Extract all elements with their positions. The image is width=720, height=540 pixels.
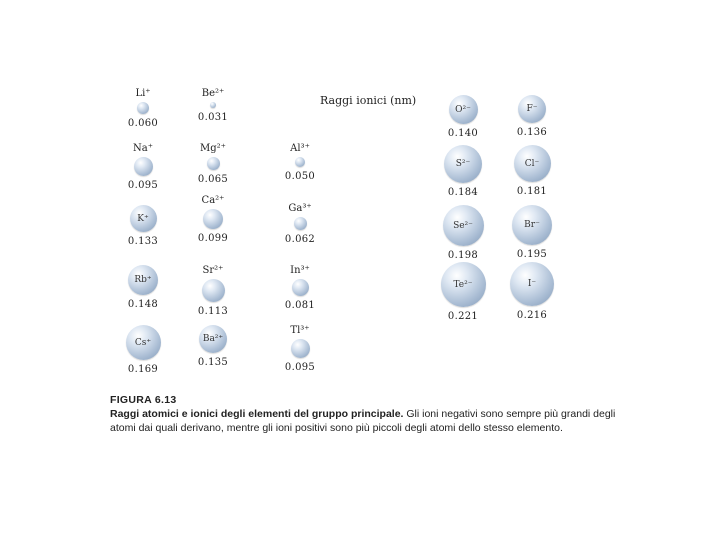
ion-symbol: Ba²⁺ — [202, 334, 224, 344]
ion-radius-value: 0.081 — [284, 300, 316, 311]
ion-sphere — [207, 157, 220, 170]
ion-radius-value: 0.060 — [127, 118, 159, 129]
ion-radius-value: 0.195 — [516, 249, 548, 260]
ion-symbol: Cs⁺ — [134, 337, 152, 348]
ion-symbol: Te²⁻ — [453, 279, 473, 290]
caption-bold: Raggi atomici e ionici degli elementi del gruppo principale. — [110, 408, 404, 420]
ion-radius-value: 0.169 — [127, 364, 159, 375]
ion-sphere — [137, 102, 149, 114]
ion-radius-value: 0.133 — [127, 236, 159, 247]
ion-symbol: O²⁻ — [455, 104, 471, 115]
ion-sphere — [134, 157, 153, 176]
ion-sphere — [291, 339, 310, 358]
caption-number: FIGURA 6.13 — [110, 394, 177, 406]
ion-radius-value: 0.099 — [197, 233, 229, 244]
figure-caption — [110, 393, 620, 435]
ion-radius-value: 0.062 — [284, 234, 316, 245]
ion-radius-value: 0.136 — [516, 127, 548, 138]
ion-sphere — [294, 217, 307, 230]
ion-radius-value: 0.135 — [197, 357, 229, 368]
caption-text: Gli ioni negativi sono sempre più grandi degli atomi dai quali derivano, mentre gli ioni positivi sono più piccoli degli atomi dello stesso elemento. — [110, 408, 616, 434]
ion-radius-value: 0.184 — [447, 187, 479, 198]
figure-title: Raggi ionici (nm) — [320, 94, 417, 107]
ion-radius-value: 0.031 — [197, 112, 229, 123]
ion-symbol: F⁻ — [526, 104, 538, 114]
ion-i — [502, 262, 562, 342]
ion-symbol: Cl⁻ — [524, 158, 540, 169]
ion-sphere — [202, 279, 225, 302]
ion-radius-value: 0.050 — [284, 171, 316, 182]
ion-sphere — [210, 102, 216, 108]
ion-symbol: I⁻ — [527, 279, 537, 289]
ion-sphere — [203, 209, 223, 229]
ion-symbol: K⁺ — [137, 213, 149, 224]
ion-symbol: Sr²⁺ — [202, 265, 224, 276]
ion-symbol: Ga³⁺ — [288, 203, 312, 214]
ion-symbol: S²⁻ — [455, 159, 471, 169]
ion-radius-value: 0.148 — [127, 299, 159, 310]
ion-te — [433, 262, 493, 342]
ion-radius-value: 0.140 — [447, 128, 479, 139]
ion-symbol: Li⁺ — [135, 88, 151, 99]
ion-radius-value: 0.216 — [516, 310, 548, 321]
ion-symbol: Br⁻ — [524, 220, 540, 230]
ion-radius-value: 0.095 — [284, 362, 316, 373]
ion-symbol: Mg²⁺ — [200, 143, 226, 154]
ion-radius-value: 0.198 — [447, 250, 479, 261]
ion-radius-value: 0.065 — [197, 174, 229, 185]
ion-symbol: Se²⁻ — [453, 220, 473, 231]
ion-sphere — [292, 279, 309, 296]
ion-symbol: Be²⁺ — [201, 88, 225, 99]
ion-symbol: Al³⁺ — [290, 143, 310, 154]
ion-symbol: Tl³⁺ — [290, 325, 310, 336]
ion-radius-value: 0.113 — [197, 306, 229, 317]
ion-radius-value: 0.221 — [447, 311, 479, 322]
ion-radius-value: 0.181 — [516, 186, 548, 197]
ion-radius-value: 0.095 — [127, 180, 159, 191]
ion-symbol: Na⁺ — [133, 143, 153, 154]
ion-symbol: Ca²⁺ — [201, 195, 225, 206]
ion-ca — [183, 195, 243, 275]
ion-symbol: Rb⁺ — [134, 275, 152, 285]
ion-symbol: In³⁺ — [290, 265, 310, 276]
ion-sphere — [295, 157, 305, 167]
